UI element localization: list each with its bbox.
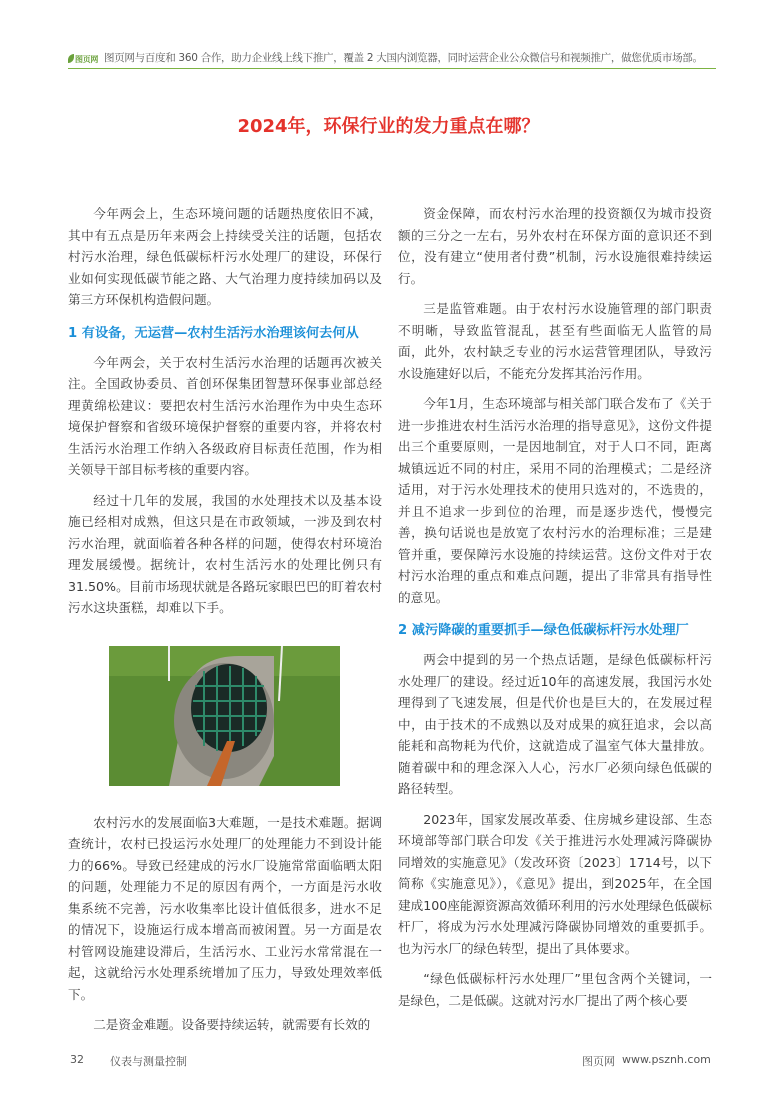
paragraph: 农村污水的发展面临3大难题，一是技术难题。据调查统计，农村已投运污水处理厂的处理能力不到设计能力的66%。导致已经建成的污水厂设施常常面临晒太阳的问题，处理能力不足的原因有两个，一方面是污水收集系统不完善，污水收集率比设计值低很多，进水不足的情况下，设施运行成本增高而被闲置。另一方面是农村管网设施建设滞后，生活污水、工业污水常常混在一起，这就给污水处理系统增加了压力，导致处理效率低下。 — [68, 814, 382, 1002]
page-number: 32 — [70, 1052, 84, 1066]
paragraph: 今年两会上，生态环境问题的话题热度依旧不减，其中有五点是历年来两会上持续受关注的话题，包括农村污水治理，绿色低碳标杆污水处理厂的建设，环保行业如何实现低碳节能之路、大气治理力度持续加码以及第三方环保机构造假问题。 — [68, 206, 382, 307]
section-heading-1: 1 有设备，无运营—农村生活污水治理该何去何从 — [68, 325, 359, 341]
page-footer — [70, 1053, 709, 1093]
right-column — [398, 203, 712, 1020]
article-body — [68, 0, 712, 1045]
paragraph: 今年1月，生态环境部与相关部门联合发布了《关于进一步推进农村生活污水治理的指导意见》，这份文件提出三个重要原则，一是因地制宜，对于人口不同，距离城镇远近不同的村庄，采用不同的治理模式；二是经济适用，对于污水处理技术的使用只选对的，不选贵的，并且不追求一步到位的治理，而是逐步迭代，慢慢完善，换句话说也是放宽了农村污水的治理标准；三是建管并重，要保障污水设施的持续运营。这份文件对于农村污水治理的重点和难点问题，提出了非常具有指导性的意见。 — [398, 396, 712, 605]
site-logo: 图页网 — [68, 54, 100, 65]
paragraph: 两会中提到的另一个热点话题，是绿色低碳标杆污水处理厂的建设。经过近10年的高速发展，我国污水处理得到了飞速发展，但是代价也是巨大的，在发展过程中，由于技术的不成熟以及对成果的疯狂追求，会以高能耗和高物耗为代价，这就造成了温室气体大量排放。随着碳中和的理念深入人心，污水厂必须向绿色低碳的路径转型。 — [398, 652, 712, 796]
paragraph: 资金保障，而农村污水治理的投资额仅为城市投资额的三分之一左右，另外农村在环保方面的意识还不到位，没有建立“使用者付费”机制，污水设施很难持续运行。 — [398, 206, 712, 286]
paragraph: “绿色低碳标杆污水处理厂”里包含两个关键词，一是绿色，二是低碳。这就对污水厂提出了两个核心要 — [398, 971, 712, 1008]
article-title: 2024年，环保行业的发力重点在哪？ — [237, 116, 540, 137]
paragraph: 三是监管难题。由于农村污水设施管理的部门职责不明晰，导致监管混乱，甚至有些面临无人监管的局面，此外，农村缺乏专业的污水运营管理团队，导致污水设施建好以后，不能充分发挥其治污作用。 — [398, 301, 712, 381]
paragraph: 今年两会，关于农村生活污水治理的话题再次被关注。全国政协委员、首创环保集团智慧环保事业部总经理黄绵松建议：要把农村生活污水治理作为中央生态环境保护督察和省级环境保护督察的重要内容，并将农村生活污水治理工作纳入各级政府目标责任范围，作为相关领导干部目标考核的重要内容。 — [68, 354, 382, 477]
banner-text: 图页网与百度和 360 合作，助力企业线上线下推广，覆盖 2 大国内浏览器，同时运营企业公众微信号和视频推广，做您优质市场部。 — [104, 52, 703, 64]
left-column — [68, 203, 382, 1045]
paragraph: 2023年，国家发展改革委、住房城乡建设部、生态环境部等部门联合印发《关于推进污水处理减污降碳协同增效的实施意见》（发改环资〔2023〕1714号，以下简称《实施意见》），《意见》提出，到2025年，在全国建成100座能源资源高效循环利用的污水处理绿色低碳标杆厂，将成为污水处理减污降碳协同增效的重要抓手。也为污水厂的绿色转型，提出了具体要求。 — [398, 811, 712, 956]
footer-site-url: www.psznh.com — [622, 1052, 711, 1066]
section-heading-2: 2 减污降碳的重要抓手—绿色低碳标杆污水处理厂 — [398, 623, 689, 638]
footer-site-name: 图页网 — [582, 1054, 615, 1068]
magazine-name: 仪表与测量控制 — [110, 1054, 187, 1068]
paragraph: 经过十几年的发展，我国的水处理技术以及基本设施已经相对成熟，但这只是在市政领域，一涉及到农村污水治理，就面临着各种各样的问题，使得农村环境治理发展缓慢。据统计，农村生活污水的处理比例只有31.50%。目前市场现状就是各路玩家眼巴巴的盯着农村污水这块蛋糕，却难以下手。 — [68, 492, 382, 615]
paragraph: 二是资金难题。设备要持续运转，就需要有长效的 — [93, 1017, 371, 1032]
sewer-pipe-photo — [109, 646, 340, 786]
